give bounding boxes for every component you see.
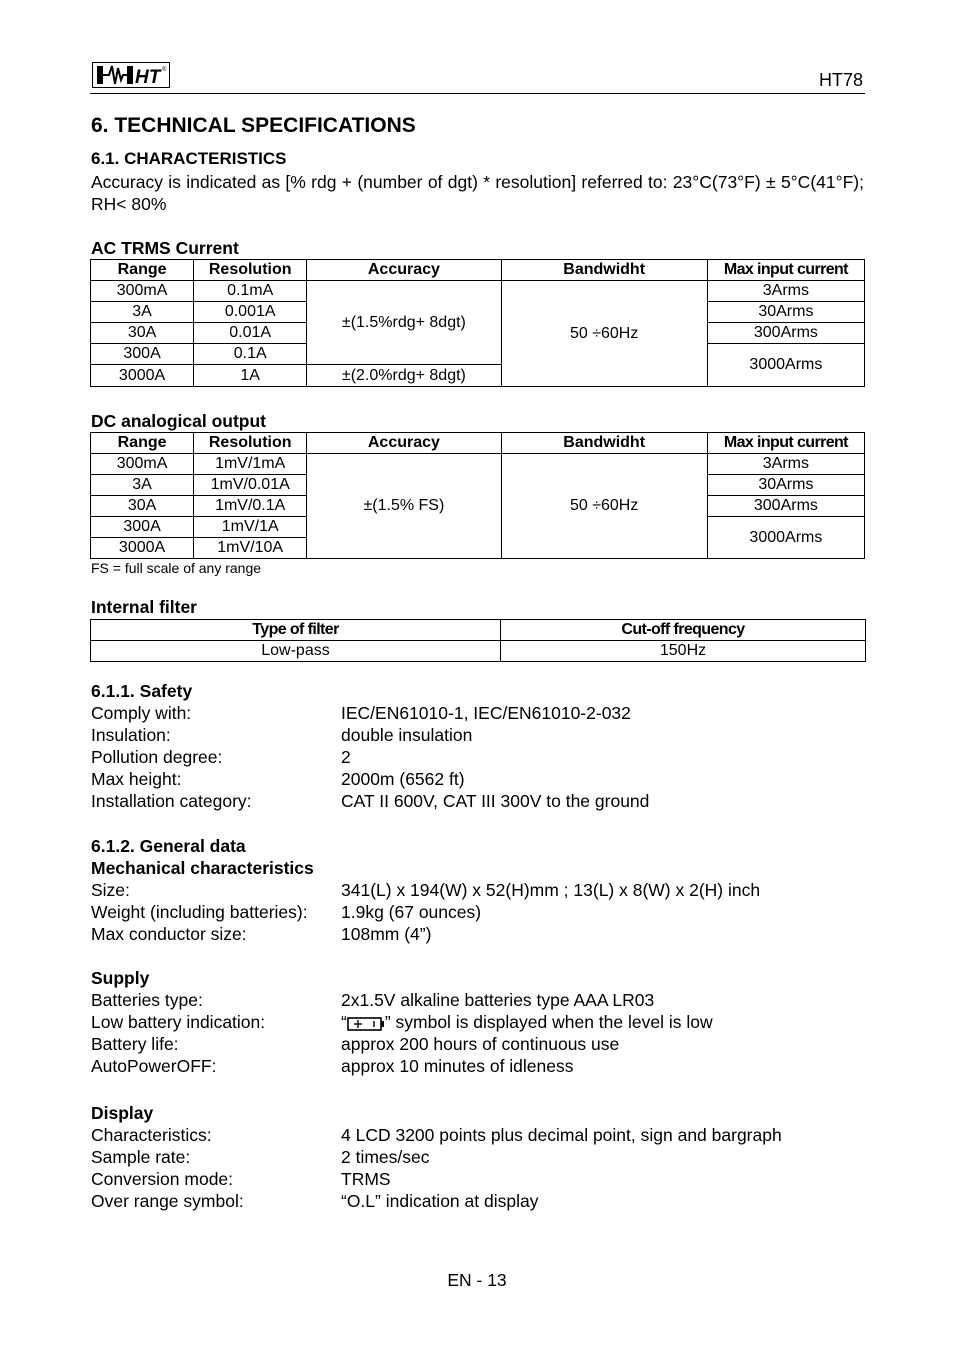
ac-trms-table (90, 259, 865, 387)
table-cell: 0.1A (194, 344, 307, 365)
table-cell: 300Arms (707, 323, 864, 344)
page-number: EN - 13 (447, 1270, 507, 1290)
table-cell: 3000A (91, 365, 194, 387)
table-cell: 1mV/10A (194, 538, 307, 559)
table-cell: 150Hz (501, 641, 866, 662)
spec-label: Size: (91, 880, 130, 900)
spec-label: Pollution degree: (91, 747, 223, 767)
spec-label: Weight (including batteries): (91, 902, 308, 922)
table-header: Cut-off frequency (501, 620, 866, 641)
model-name: HT78 (818, 70, 863, 90)
table-header: Accuracy (307, 433, 501, 454)
table-cell: 3A (91, 475, 194, 496)
table-header: Resolution (194, 260, 307, 281)
spec-value: CAT II 600V, CAT III 300V to the ground (341, 791, 650, 811)
lowbatt-text: ” symbol is displayed when the level is low (384, 1012, 713, 1032)
section-heading-characteristics: 6.1. CHARACTERISTICS (91, 149, 287, 168)
spec-value: 4 LCD 3200 points plus decimal point, sign and bargraph (341, 1125, 782, 1145)
spec-value: 2x1.5V alkaline batteries type AAA LR03 (341, 990, 655, 1010)
table-cell: 3000Arms (707, 517, 864, 559)
spec-value: TRMS (341, 1169, 391, 1189)
spec-label: Battery life: (91, 1034, 179, 1054)
spec-value: 2000m (6562 ft) (341, 769, 465, 789)
table-header: Range (91, 433, 194, 454)
table-cell: 300Arms (707, 496, 864, 517)
table-header: Bandwidht (501, 433, 707, 454)
table-cell: 30A (91, 323, 194, 344)
table-header: Bandwidht (501, 260, 707, 281)
table-header: Range (91, 260, 194, 281)
fs-note: FS = full scale of any range (91, 560, 262, 576)
table-cell: 3A (91, 302, 194, 323)
table-cell: 30A (91, 496, 194, 517)
spec-value: 2 times/sec (341, 1147, 430, 1167)
table-cell: 30Arms (707, 302, 864, 323)
table-cell: 0.01A (194, 323, 307, 344)
spec-value: IEC/EN61010-1, IEC/EN61010-2-032 (341, 703, 631, 723)
spec-value: 1.9kg (67 ounces) (341, 902, 482, 922)
spec-label: Insulation: (91, 725, 171, 745)
spec-label: Max height: (91, 769, 182, 789)
table-header: Type of filter (91, 620, 501, 641)
table-cell: 50 ÷60Hz (501, 454, 707, 559)
spec-value: 341(L) x 194(W) x 52(H)mm ; 13(L) x 8(W) x 2(H) inch (341, 880, 761, 900)
filter-title: Internal filter (91, 597, 197, 617)
ht-logo-icon (92, 62, 170, 88)
table-header: Accuracy (307, 260, 501, 281)
table-cell: 1mV/0.01A (194, 475, 307, 496)
table-header: Max input current (707, 433, 864, 454)
spec-value: approx 200 hours of continuous use (341, 1034, 620, 1054)
general-heading: 6.1.2. General data (91, 836, 246, 856)
spec-label: Comply with: (91, 703, 192, 723)
spec-label: Characteristics: (91, 1125, 212, 1145)
table-cell: 300A (91, 517, 194, 538)
table-cell: 3Arms (707, 454, 864, 475)
table-cell: 1mV/1mA (194, 454, 307, 475)
accuracy-paragraph: Accuracy is indicated as [% rdg + (number of dgt) * resolution] referred to: 23°C(73°F) ± 5°C(41°F); RH< 80% (91, 172, 864, 214)
table-cell: 300mA (91, 454, 194, 475)
svg-text:HT: HT (135, 67, 161, 88)
table-cell: 300A (91, 344, 194, 365)
spec-label: AutoPowerOFF: (91, 1056, 217, 1076)
mechanical-title: Mechanical characteristics (91, 858, 314, 878)
filter-table (90, 619, 866, 662)
display-title: Display (91, 1103, 154, 1123)
spec-value: “O.L” indication at display (341, 1191, 539, 1211)
table-cell: 3000Arms (707, 344, 864, 387)
spec-label: Conversion mode: (91, 1169, 234, 1189)
table-cell: ±(2.0%rdg+ 8dgt) (307, 365, 501, 387)
table-cell: ±(1.5%rdg+ 8dgt) (307, 281, 501, 365)
safety-heading: 6.1.1. Safety (91, 681, 193, 701)
spec-label: Over range symbol: (91, 1191, 244, 1211)
table-cell: 50 ÷60Hz (501, 281, 707, 387)
table-cell: 30Arms (707, 475, 864, 496)
table-cell: 3Arms (707, 281, 864, 302)
spec-value: 2 (341, 747, 351, 767)
table-cell: 1mV/0.1A (194, 496, 307, 517)
table-cell: 1A (194, 365, 307, 387)
header-rule (90, 93, 865, 94)
spec-label: Max conductor size: (91, 924, 247, 944)
spec-label: Sample rate: (91, 1147, 191, 1167)
ac-trms-title: AC TRMS Current (91, 238, 239, 258)
table-cell: Low-pass (91, 641, 501, 662)
spec-label: Installation category: (91, 791, 252, 811)
table-cell: 300mA (91, 281, 194, 302)
table-header: Resolution (194, 433, 307, 454)
table-cell: ±(1.5% FS) (307, 454, 501, 559)
dc-output-title: DC analogical output (91, 411, 266, 431)
quote-open: “ (341, 1012, 347, 1032)
spec-value: 108mm (4”) (341, 924, 432, 944)
svg-text:®: ® (162, 67, 167, 73)
supply-title: Supply (91, 968, 150, 988)
table-header: Max input current (707, 260, 864, 281)
page-title: 6. TECHNICAL SPECIFICATIONS (91, 114, 416, 137)
spec-value: approx 10 minutes of idleness (341, 1056, 574, 1076)
spec-value (341, 1011, 713, 1033)
battery-icon (347, 1017, 385, 1031)
table-cell: 1mV/1A (194, 517, 307, 538)
spec-label: Low battery indication: (91, 1012, 266, 1032)
spec-value: double insulation (341, 725, 473, 745)
dc-output-table (90, 432, 865, 559)
table-cell: 0.001A (194, 302, 307, 323)
spec-label: Batteries type: (91, 990, 203, 1010)
table-cell: 3000A (91, 538, 194, 559)
table-cell: 0.1mA (194, 281, 307, 302)
